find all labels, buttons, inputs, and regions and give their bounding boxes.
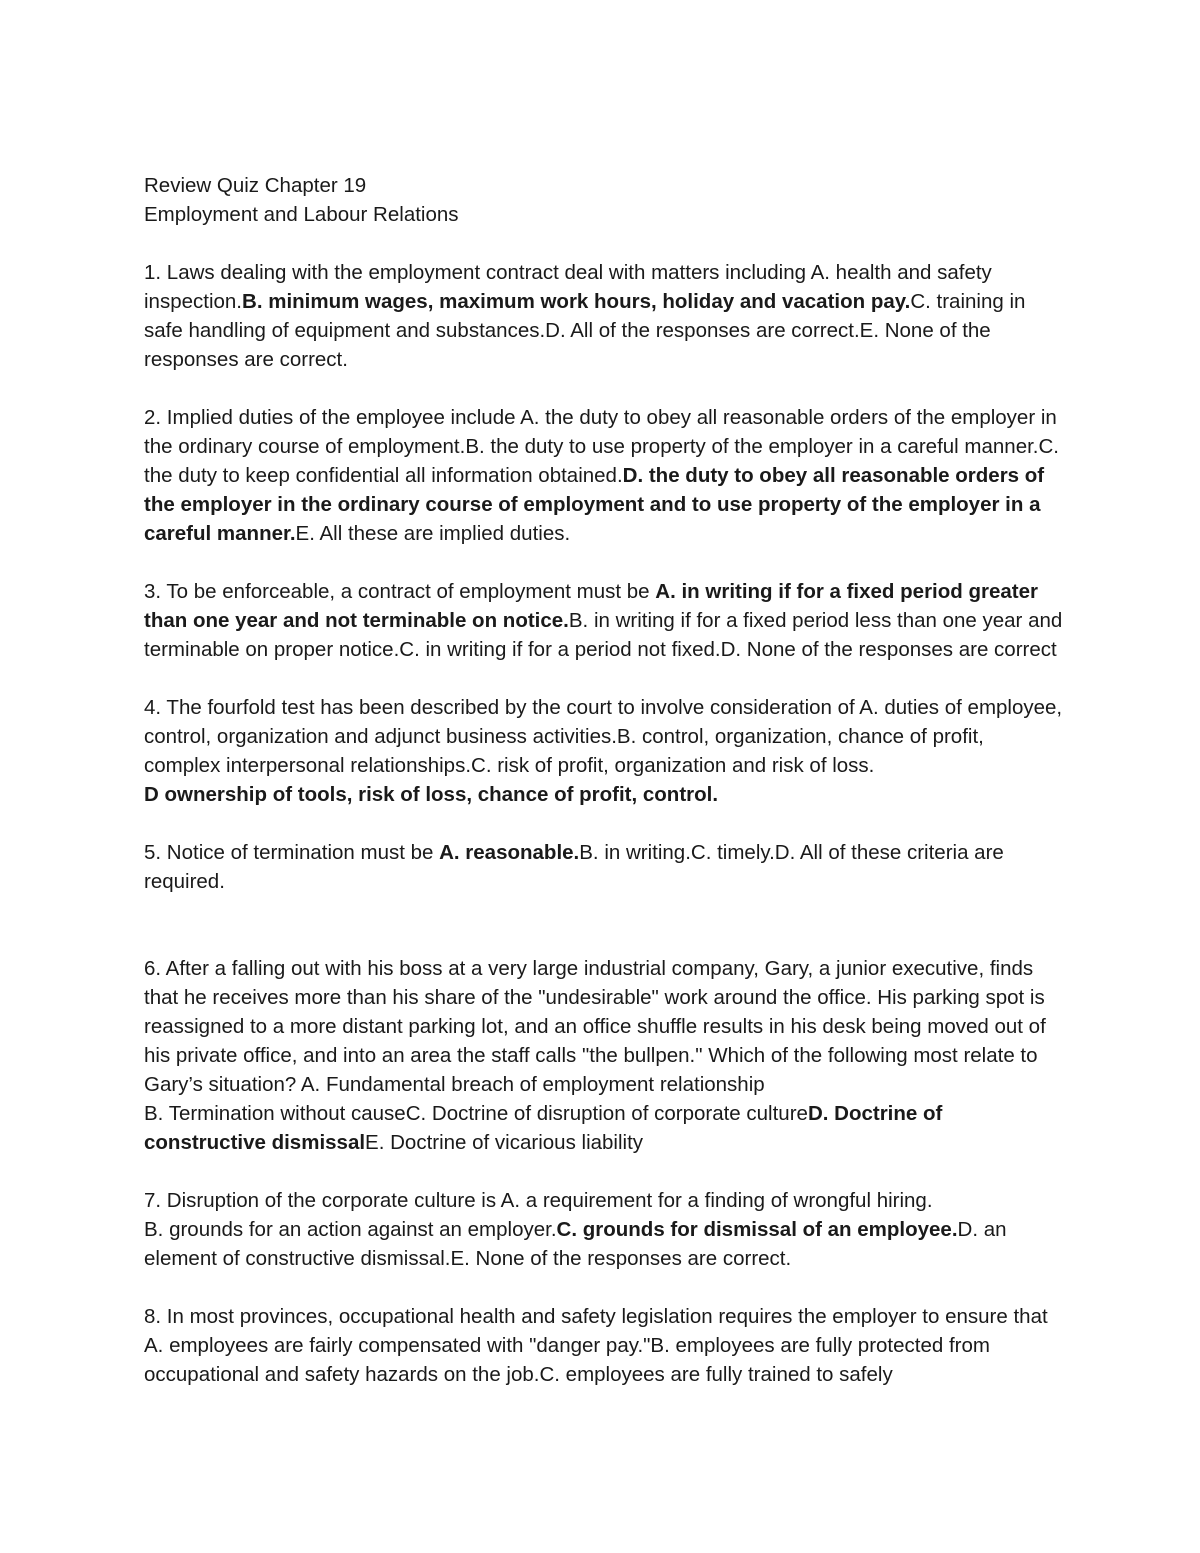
question-text: 5. Notice of termination must be — [144, 841, 440, 864]
question-text: 8. In most provinces, occupational health and safety legislation requires the employer to ensure that A. employees are fairly compensated with "danger pay."B. employees are fully protected from occupational and safety hazards on the job.C. employees are fully trained to safely — [144, 1305, 1048, 1386]
question-text: 1. Laws dealing with the employment contract deal with matters including A. health and safety inspection. — [144, 261, 992, 313]
answer-highlight: D. Doctrine of constructive dismissal — [144, 1102, 943, 1154]
question-7 — [144, 1186, 1064, 1273]
question-text-after: B. in writing.C. timely.D. All of these criteria are required. — [144, 841, 1004, 893]
question-text-after: B. in writing if for a fixed period less than one year and terminable on proper notice.C. in writing if for a period not fixed.D. None of the responses are correct — [144, 609, 1063, 661]
question-text-after: C. training in safe handling of equipment and substances.D. All of the responses are correct.E. None of the responses are correct. — [144, 290, 1026, 371]
page-subtitle: Employment and Labour Relations — [144, 203, 459, 226]
question-1 — [144, 258, 1064, 374]
answer-highlight: A. in writing if for a fixed period greater than one year and not terminable on notice. — [144, 580, 1038, 632]
question-text: 6. After a falling out with his boss at a very large industrial company, Gary, a junior executive, finds that he receives more than his share of the "undesirable" work around the office. His parking spot is reassigned to a more distant parking lot, and an office shuffle results in his desk being moved out of his private office, and into an area the staff calls "the bullpen." Which of the following most relate to Gary’s situation? A. Fundamental breach of employment relationship — [144, 957, 1046, 1096]
question-3 — [144, 577, 1064, 664]
answer-highlight: B. minimum wages, maximum work hours, holiday and vacation pay. — [242, 290, 911, 313]
question-text-after: E. All these are implied duties. — [295, 522, 571, 545]
question-text-continued: B. Termination without causeC. Doctrine of disruption of corporate culture — [144, 1102, 808, 1125]
question-5 — [144, 838, 1064, 896]
page-title: Review Quiz Chapter 19 — [144, 174, 367, 197]
answer-highlight: A. reasonable. — [439, 841, 580, 864]
answer-highlight: D ownership of tools, risk of loss, chance of profit, control. — [144, 783, 719, 806]
answer-highlight: D. the duty to obey all reasonable orders of the employer in the ordinary course of employment and to use property of the employer in a careful manner. — [144, 464, 1045, 545]
question-text-continued: B. grounds for an action against an employer. — [144, 1218, 557, 1241]
question-text-after: D. an element of constructive dismissal.E. None of the responses are correct. — [144, 1218, 1007, 1270]
title-block — [144, 171, 1064, 229]
question-2 — [144, 403, 1064, 548]
question-text: 3. To be enforceable, a contract of employment must be — [144, 580, 656, 603]
question-4 — [144, 693, 1064, 809]
question-8 — [144, 1302, 1064, 1389]
question-text-after: E. Doctrine of vicarious liability — [365, 1131, 644, 1154]
question-text: 2. Implied duties of the employee include A. the duty to obey all reasonable orders of the employer in the ordinary course of employment.B. the duty to use property of the employer in a careful manner.C. the duty to keep confidential all information obtained. — [144, 406, 1060, 487]
question-text: 7. Disruption of the corporate culture is A. a requirement for a finding of wrongful hiring. — [144, 1189, 933, 1212]
question-text: 4. The fourfold test has been described by the court to involve consideration of A. duties of employee, control, organization and adjunct business activities.B. control, organization, chance of profit, complex interpersonal relationships.C. risk of profit, organization and risk of loss. — [144, 696, 1063, 777]
document-body — [144, 171, 1064, 1418]
answer-highlight: C. grounds for dismissal of an employee. — [556, 1218, 958, 1241]
question-6 — [144, 954, 1064, 1157]
